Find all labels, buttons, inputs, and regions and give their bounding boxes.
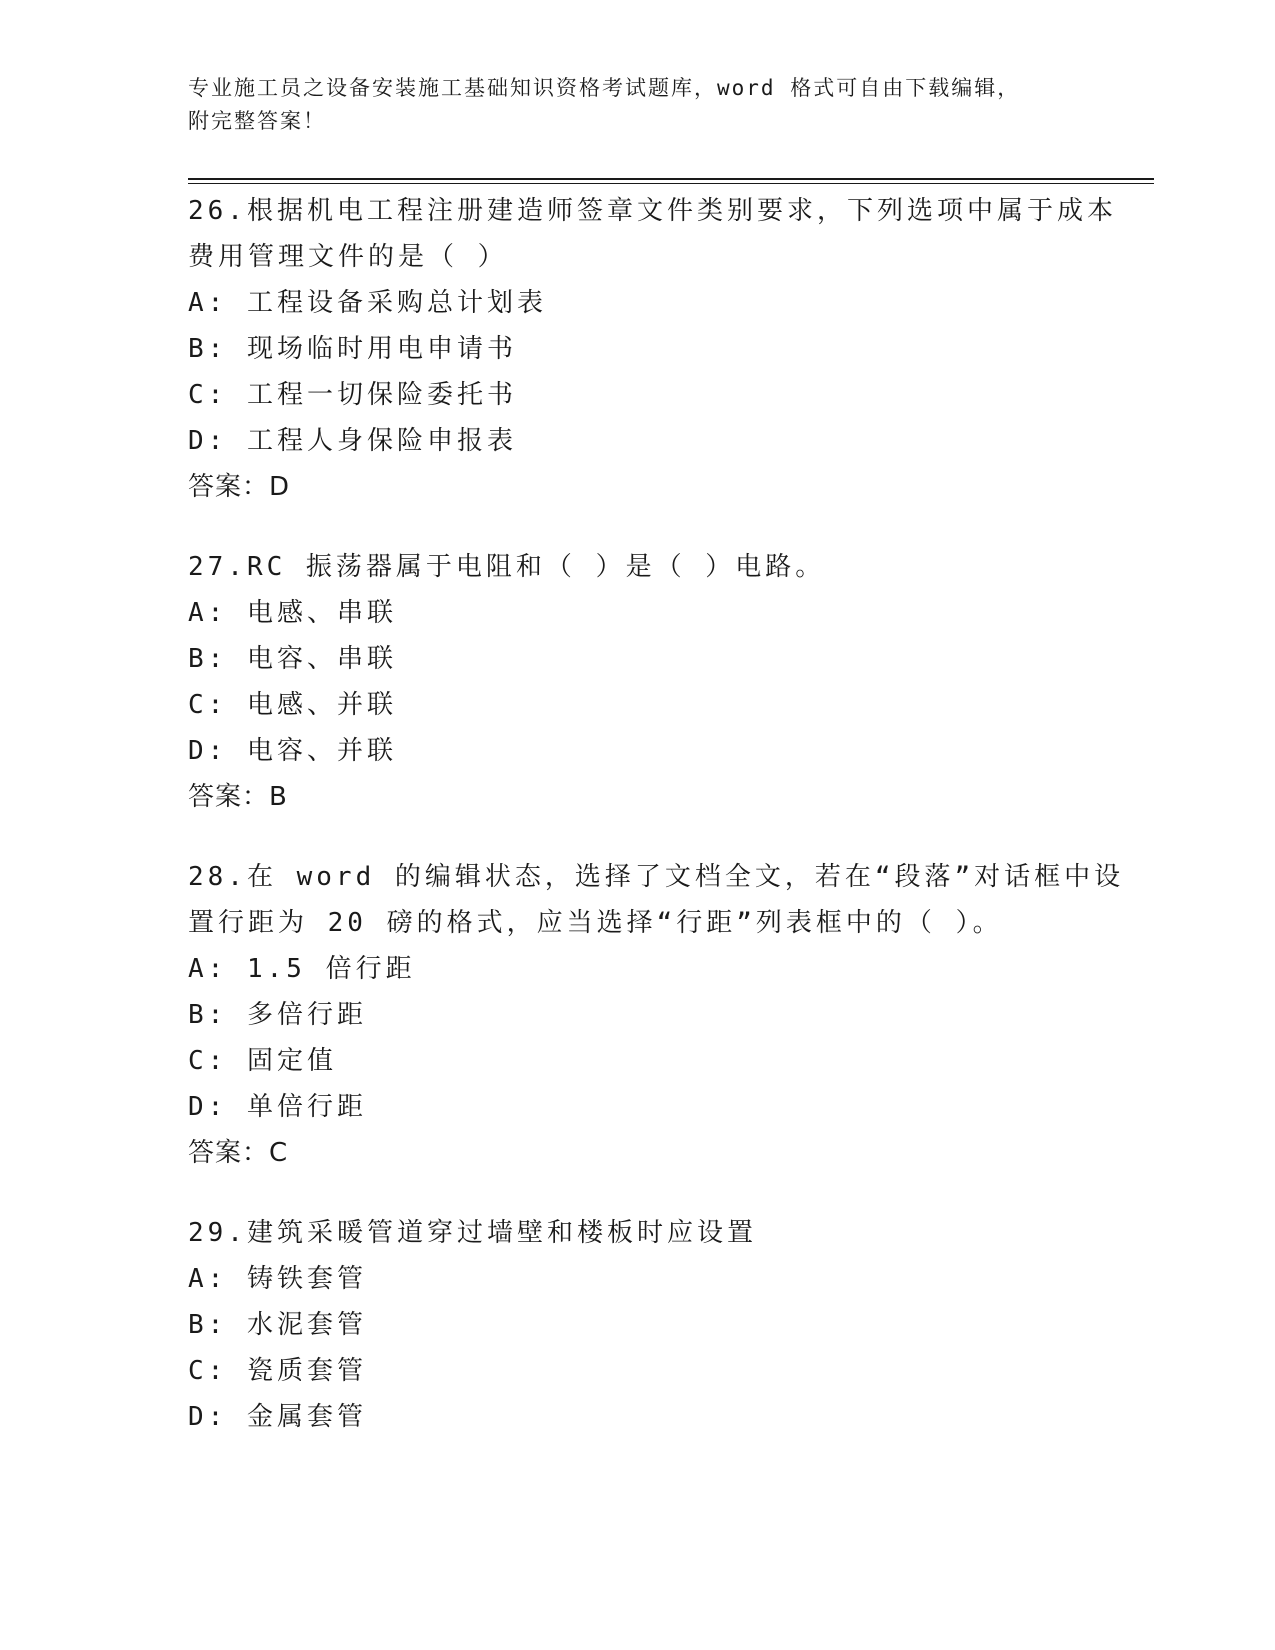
document-header [188,72,1088,138]
header-line-1: 专业施工员之设备安装施工基础知识资格考试题库，word 格式可自由下载编辑， [188,76,1021,100]
question-stem [188,1210,1088,1256]
stem-line: 费用管理文件的是（ ） [188,242,508,272]
option-c: C: 固定值 [188,1046,337,1076]
option-d: D: 单倍行距 [188,1092,367,1122]
question-list [188,188,1125,1474]
question-27 [188,544,1088,820]
question-29 [188,1210,1088,1440]
option-a: A: 1.5 倍行距 [188,954,416,984]
option-c: C: 瓷质套管 [188,1356,367,1386]
option-a: A: 电感、串联 [188,598,397,628]
stem-line: 26.根据机电工程注册建造师签章文件类别要求，下列选项中属于成本 [188,196,1117,226]
option-d: D: 金属套管 [188,1402,367,1432]
option-b: B: 现场临时用电申请书 [188,334,517,364]
option-b: B: 多倍行距 [188,1000,367,1030]
option-a: A: 工程设备采购总计划表 [188,288,547,318]
option-d: D: 电容、并联 [188,736,397,766]
question-stem [188,188,1117,280]
question-28 [188,854,1125,1176]
answer-line: 答案：C [188,1138,289,1168]
question-stem [188,544,1088,590]
option-a: A: 铸铁套管 [188,1264,367,1294]
option-d: D: 工程人身保险申报表 [188,426,517,456]
option-c: C: 工程一切保险委托书 [188,380,517,410]
stem-line: 27.RC 振荡器属于电阻和（ ）是（ ）电路。 [188,552,826,582]
answer-line: 答案：B [188,782,288,812]
option-b: B: 电容、串联 [188,644,397,674]
answer-line: 答案：D [188,472,291,502]
option-b: B: 水泥套管 [188,1310,367,1340]
question-stem [188,854,1125,946]
header-divider-thick [188,178,1154,180]
stem-line: 28.在 word 的编辑状态，选择了文档全文，若在“段落”对话框中设 [188,862,1125,892]
option-c: C: 电感、并联 [188,690,397,720]
question-26 [188,188,1117,510]
stem-line: 29.建筑采暖管道穿过墙壁和楼板时应设置 [188,1218,757,1248]
header-divider-thin [188,183,1154,184]
stem-line: 置行距为 20 磅的格式，应当选择“行距”列表框中的（ ）。 [188,908,1003,938]
header-line-2: 附完整答案！ [188,109,326,133]
